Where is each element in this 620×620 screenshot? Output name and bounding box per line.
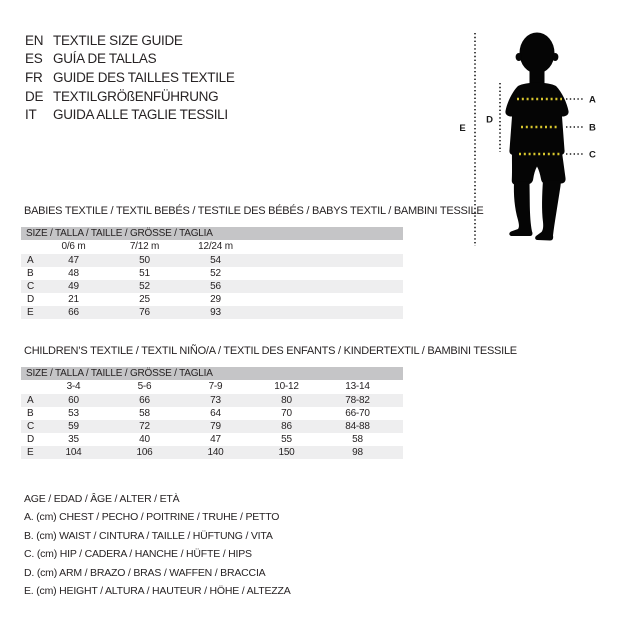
cell-value: 21: [68, 294, 79, 305]
column-header-spacer: [21, 380, 38, 394]
column-header: 5-6: [137, 381, 152, 392]
language-code: FR: [25, 69, 43, 85]
cell-value: 25: [139, 294, 150, 305]
column-header: 7/12 m: [129, 241, 160, 252]
cell-value: 104: [65, 447, 82, 458]
cell-value: 47: [210, 434, 221, 445]
row-label: E: [27, 447, 34, 458]
language-label: TEXTILGRÖßENFÜHRUNG: [53, 88, 219, 104]
language-code: ES: [25, 51, 43, 67]
cell-value: 47: [68, 255, 79, 266]
column-header-spacer: [21, 240, 38, 254]
row-label: A: [27, 255, 34, 266]
row-label: B: [27, 268, 34, 279]
language-label: GUIDE DES TAILLES TEXTILE: [53, 69, 235, 85]
column-header: 3-4: [66, 381, 81, 392]
column-header: 10-12: [274, 381, 299, 392]
cell-value: 84-88: [345, 421, 370, 432]
table-row: [21, 420, 403, 433]
table-row: [21, 254, 403, 267]
legend-line: A. (cm) CHEST / PECHO / POITRINE / TRUHE / PETTO: [24, 511, 280, 524]
language-code: DE: [25, 88, 44, 104]
cell-value: 58: [139, 408, 150, 419]
size-table-babies: [21, 205, 484, 319]
table-row: [21, 446, 403, 459]
measurement-legend: [24, 490, 291, 600]
cell-value: 72: [139, 421, 150, 432]
language-list: [25, 31, 235, 124]
size-table-children: [21, 345, 517, 459]
cell-value: 78-82: [345, 395, 370, 406]
cell-value: 70: [281, 408, 292, 419]
label-arm: D: [486, 114, 493, 126]
column-header: 12/24 m: [198, 241, 233, 252]
column-header: 7-9: [208, 381, 223, 392]
cell-value: 52: [139, 281, 150, 292]
cell-value: 60: [68, 395, 79, 406]
cell-value: 66: [139, 395, 150, 406]
language-label: GUÍA DE TALLAS: [53, 51, 157, 67]
cell-value: 150: [278, 447, 295, 458]
row-label: C: [27, 421, 35, 432]
table-row: [21, 407, 403, 420]
size-header-bar: SIZE / TALLA / TAILLE / GRÖSSE / TAGLIA: [21, 227, 403, 240]
cell-value: 35: [68, 434, 79, 445]
cell-value: 58: [352, 434, 363, 445]
label-hip: C: [589, 149, 596, 161]
label-chest: A: [589, 94, 596, 106]
language-code: IT: [25, 107, 37, 123]
cell-value: 49: [68, 281, 79, 292]
cell-value: 29: [210, 294, 221, 305]
label-waist: B: [589, 122, 596, 134]
cell-value: 66: [68, 307, 79, 318]
cell-value: 51: [139, 268, 150, 279]
column-header: 0/6 m: [61, 241, 86, 252]
legend-line: B. (cm) WAIST / CINTURA / TAILLE / HÜFTUNG / VITA: [24, 529, 273, 542]
cell-value: 53: [68, 408, 79, 419]
label-height: E: [459, 123, 466, 134]
table-row: [21, 433, 403, 446]
cell-value: 52: [210, 268, 221, 279]
cell-value: 106: [136, 447, 153, 458]
cell-value: 93: [210, 307, 221, 318]
child-silhouette: [505, 33, 568, 241]
language-row: [25, 105, 235, 124]
child-silhouette-svg: [448, 10, 620, 256]
row-label: E: [27, 307, 34, 318]
cell-value: 50: [139, 255, 150, 266]
table-title: CHILDREN’S TEXTILE / TEXTIL NIÑO/A / TEXTIL DES ENFANTS / KINDERTEXTIL / BAMBINI TESSILE: [24, 345, 517, 357]
cell-value: 66-70: [345, 408, 370, 419]
legend-line: C. (cm) HIP / CADERA / HANCHE / HÜFTE / HIPS: [24, 548, 252, 561]
table-row: [21, 267, 403, 280]
cell-value: 76: [139, 307, 150, 318]
legend-line: E. (cm) HEIGHT / ALTURA / HAUTEUR / HÖHE / ALTEZZA: [24, 585, 291, 598]
size-header-bar: SIZE / TALLA / TAILLE / GRÖSSE / TAGLIA: [21, 367, 403, 380]
table-row: [21, 293, 403, 306]
table-row: [21, 394, 403, 407]
cell-value: 40: [139, 434, 150, 445]
language-code: EN: [25, 32, 44, 48]
cell-value: 86: [281, 421, 292, 432]
cell-value: 64: [210, 408, 221, 419]
cell-value: 59: [68, 421, 79, 432]
row-label: B: [27, 408, 34, 419]
cell-value: 79: [210, 421, 221, 432]
table-row: [21, 306, 403, 319]
row-label: D: [27, 434, 35, 445]
cell-value: 55: [281, 434, 292, 445]
legend-line: AGE / EDAD / ÂGE / ALTER / ETÀ: [24, 493, 180, 505]
cell-value: 73: [210, 395, 221, 406]
row-label: C: [27, 281, 35, 292]
cell-value: 140: [207, 447, 224, 458]
cell-value: 56: [210, 281, 221, 292]
row-label: A: [27, 395, 34, 406]
cell-value: 98: [352, 447, 363, 458]
row-label: D: [27, 294, 35, 305]
language-label: GUIDA ALLE TAGLIE TESSILI: [53, 107, 228, 123]
column-header-row: [21, 380, 403, 394]
column-header: 13-14: [345, 381, 370, 392]
cell-value: 54: [210, 255, 221, 266]
column-header-row: [21, 240, 403, 254]
language-row: [25, 50, 235, 69]
legend-line: D. (cm) ARM / BRAZO / BRAS / WAFFEN / BRACCIA: [24, 566, 266, 579]
cell-value: 80: [281, 395, 292, 406]
table-title: BABIES TEXTILE / TEXTIL BEBÉS / TESTILE DES BÉBÉS / BABYS TEXTIL / BAMBINI TESSILE: [24, 205, 484, 217]
cell-value: 48: [68, 268, 79, 279]
language-row: [25, 68, 235, 87]
language-row: [25, 31, 235, 50]
language-label: TEXTILE SIZE GUIDE: [53, 32, 183, 48]
child-silhouette-figure: [448, 10, 620, 256]
table-row: [21, 280, 403, 293]
language-row: [25, 87, 235, 106]
